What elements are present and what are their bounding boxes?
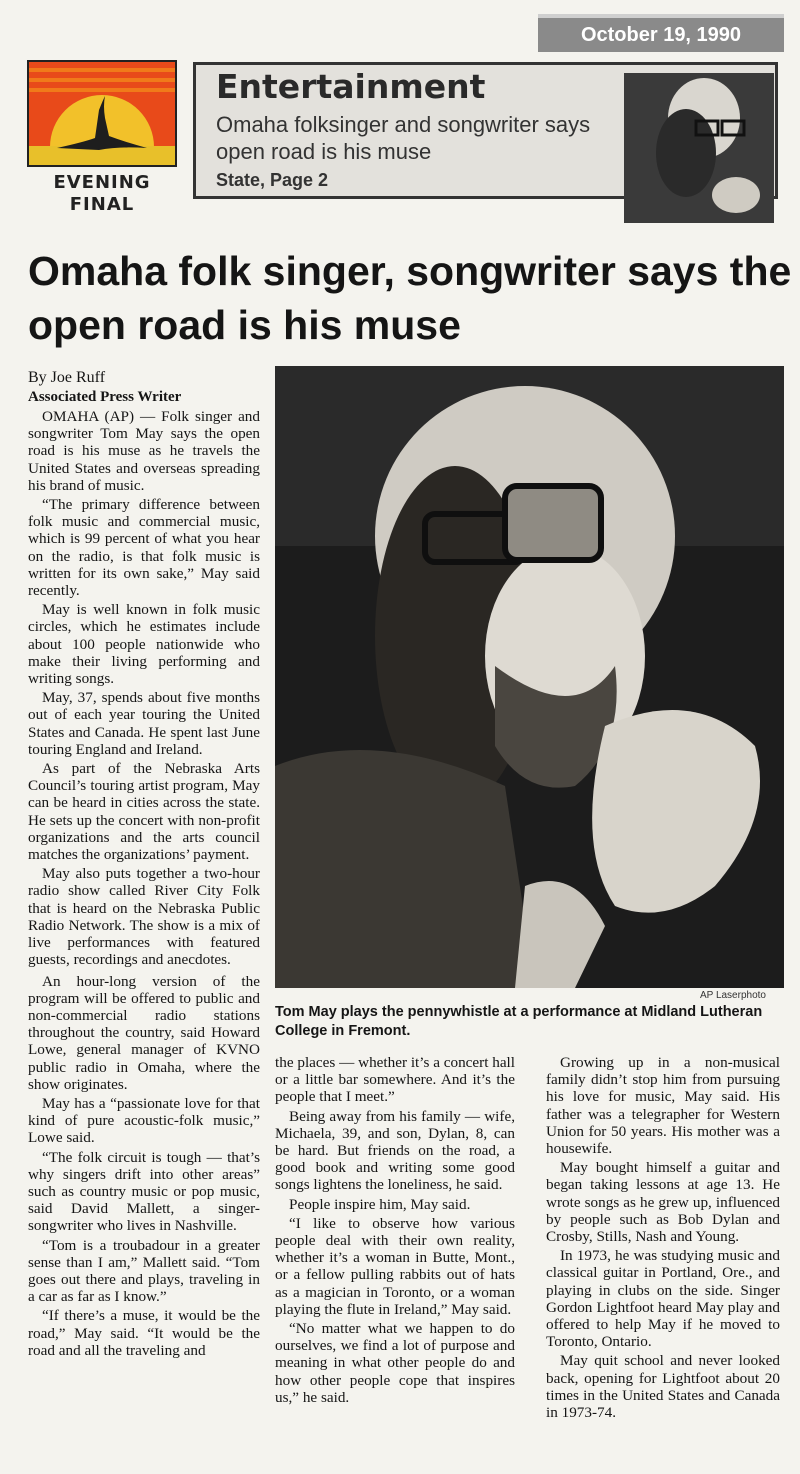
byline: By Joe Ruff — [28, 369, 106, 386]
newspaper-logo — [27, 60, 177, 167]
page-reference: State, Page 2 — [216, 170, 329, 190]
sunrise-bird-icon — [29, 62, 175, 165]
main-photo — [275, 366, 784, 988]
article-column-2 — [275, 1054, 515, 1406]
photo-credit: AP Laserphoto — [700, 990, 766, 1001]
section-teaser[interactable] — [193, 62, 778, 199]
article-headline: Omaha folk singer, songwriter says the open road is his muse — [28, 248, 792, 348]
paragraph: “I like to observe how various people deal with their own reality, whether it’s a woman in Butte, Mont., or a fellow pulling rabbits out of hats as a magician in Toronto, or a woman playing the flute in Ireland,” May said. — [275, 1214, 515, 1318]
paragraph: the places — whether it’s a concert hall or a little bar somewhere. And it’s the people that I meet.” — [275, 1054, 515, 1106]
paragraph: “The folk circuit is tough — that’s why singers drift into other areas” such as country music or pop music, said David Mallett, a singer-songwriter who lives in Nashville. — [28, 1148, 260, 1235]
paragraph: “No matter what we happen to do ourselves, we find a lot of purpose and meaning in what other people do and how other people cope that inspires us,” he said. — [275, 1320, 515, 1406]
paragraph: May, 37, spends about five months out of each year touring the United States and Canada. He spent last June touring England and Ireland. — [28, 689, 260, 758]
paragraph: OMAHA (AP) — Folk singer and songwriter Tom May says the open road is his muse as he travels the United States and overseas spreading his brand of music. — [28, 408, 260, 494]
paragraph: “If there’s a muse, it would be the road,” May said. “It would be the road and all the traveling and — [28, 1307, 260, 1359]
date-banner: October 19, 1990 — [538, 14, 784, 52]
paragraph: May also puts together a two-hour radio show called River City Folk that is heard on the Nebraska Public Radio Network. The show is a mix of live performances with featured guests, recordings and anecdotes. — [28, 865, 260, 969]
paragraph: As part of the Nebraska Arts Council’s touring artist program, May can be heard in cities across the state. He sets up the concert with non-profit organizations and the arts council matches the organizations’ payment. — [28, 760, 260, 864]
article-column-3 — [546, 1054, 780, 1421]
photo-caption: Tom May plays the pennywhistle at a performance at Midland Lutheran College in Fremont. — [275, 1004, 763, 1039]
edition-label — [27, 172, 177, 216]
paragraph: People inspire him, May said. — [289, 1195, 471, 1213]
byline-credit: Associated Press Writer — [28, 389, 182, 405]
paragraph: Being away from his family — wife, Michaela, 39, and son, Dylan, 8, can be hard. But friends on the road, a good book and writing some good songs lightens the loneliness, he said. — [275, 1107, 515, 1194]
edition-line-2: FINAL — [69, 194, 135, 215]
paragraph: May has a “passionate love for that kind of pure acoustic-folk music,” Lowe said. — [28, 1094, 260, 1147]
paragraph: “The primary difference between folk music and commercial music, which is 99 percent of what you hear on the radio, is that folk music is written for its own sake,” May said recently. — [28, 496, 260, 600]
paragraph: May is well known in folk music circles, which he estimates include about 100 people nationwide who make their living performing and writing songs. — [28, 601, 260, 688]
paragraph: May bought himself a guitar and began taking lessons at age 13. He wrote songs as he grew up, influenced by people such as Bob Dylan and Crosby, Stills, Nash and Young. — [546, 1159, 780, 1246]
paragraph: Growing up in a non-musical family didn’t stop him from pursuing his love for music, May said. His father was a telegrapher for Western Union for 50 years. His mother was a housewife. — [546, 1054, 780, 1158]
edition-line-1: EVENING — [53, 172, 151, 193]
article-column-1 — [28, 408, 260, 1359]
section-title: Entertainment — [216, 67, 486, 106]
paragraph: In 1973, he was studying music and classical guitar in Portland, Ore., and playing in clubs on the side. Singer Gordon Lightfoot heard May play and offered to help May if he moved to Toronto, Ontario. — [546, 1247, 780, 1351]
paragraph: May quit school and never looked back, opening for Lightfoot about 20 times in the United States and Canada in 1973-74. — [546, 1352, 780, 1422]
paragraph: “Tom is a troubadour in a greater sense than I am,” Mallett said. “Tom goes out there and plays, traveling in a car as far as I know.” — [28, 1236, 260, 1306]
teaser-photo — [624, 73, 774, 223]
paragraph: An hour-long version of the program will be offered to public and non-commercial radio stations throughout the country, said Howard Lowe, general manager of KVNO public radio in Omaha, where the show originates. — [28, 972, 260, 1093]
teaser-headline: Omaha folksinger and songwriter says open road is his muse — [216, 112, 591, 164]
